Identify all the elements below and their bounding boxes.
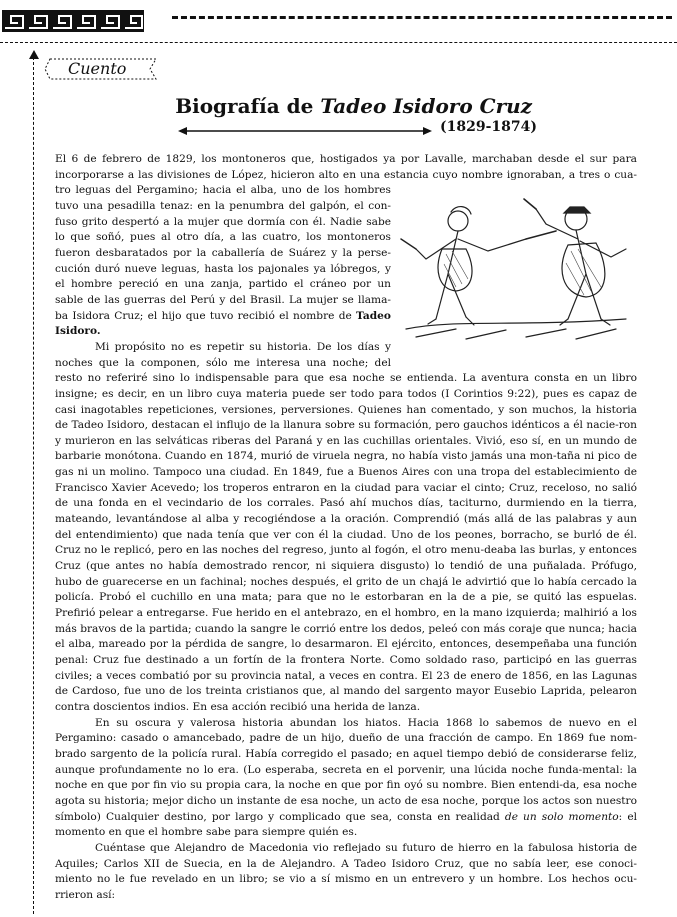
name-bold: Tadeo bbox=[356, 309, 391, 322]
text-line: El 6 de febrero de 1829, los montoneros que, hostigados ya por Lavalle, marchaban desde el sur para bbox=[55, 153, 637, 165]
text-segment: En su oscura y valerosa historia abundan los hiatos. Hacia 1868 lo sabemos de nuevo en el Pergamino: casado o amancebado, padre de un hijo, dueño de una fracción de campo. En 1869 fue nom-brado sargento de la policía rural. Había corregido el pasado; en aquel tiempo debió de considerarse feliz, aunque profundamente no lo era. (Lo esperaba, secreta en el porvenir, una lúcida noche funda-mental: la noche en que por fin vio su propia cara, la noche en que por fin oyó su nombre. Bien entendi-da, esa noche agota su historia; mejor dicho un instante de esa noche, un acto de esa noche, porque los actos son nuestro símbolo) Cualquier destino, por largo y complicado que sea, consta en realidad bbox=[55, 716, 637, 823]
text-line: sable de las guerras del Perú y del Brasil. La mujer se llama- bbox=[55, 293, 391, 306]
section-tag: Cuento bbox=[68, 59, 127, 78]
text-line: tuvo una pesadilla tenaz: en la penumbra del galpón, el con- bbox=[55, 199, 391, 212]
title-prefix: Biografía de bbox=[175, 94, 314, 118]
header-dashed-rule bbox=[172, 16, 672, 19]
text-line bbox=[55, 309, 391, 325]
text-line: incorporarse a las divisiones de López, hicieron alto en una estancia cuyo nombre ignoraban, a tres o cua- bbox=[55, 168, 637, 181]
paragraph-1 bbox=[55, 152, 637, 340]
text-line: noches que la componen, sólo me interesa una noche; del bbox=[55, 356, 391, 369]
name-bold: Isidoro. bbox=[55, 325, 101, 338]
article-title bbox=[120, 94, 532, 118]
paragraph-4: Cuéntase que Alejandro de Macedonia vio reflejado su futuro de hierro en la fabulosa historia de Aquiles; Carlos XII de Suecia, en la de Alejandro. A Tadeo Isidoro Cruz, que no sabía leer, ese conoci-miento no le fue revelado en un libro; se vio a sí mismo en un entrevero y un hombre. Los hechos ocu-rrieron así: bbox=[55, 841, 637, 901]
text-segment: : el momento en que el hombre sabe para siempre quién es. bbox=[55, 810, 637, 839]
text-line: fuso grito despertó a la mujer que dormía con él. Nadie sabe bbox=[55, 215, 391, 228]
text-line: cución duró nueve leguas, hasta los pajonales ya lóbregos, y bbox=[55, 262, 391, 275]
text-line: fueron desbaratados por la caballería de Suárez y la perse- bbox=[55, 246, 391, 259]
paragraph-2 bbox=[55, 340, 637, 716]
title-name: Tadeo Isidoro Cruz bbox=[320, 94, 532, 118]
article-body bbox=[55, 152, 637, 904]
life-dates: (1829-1874) bbox=[440, 119, 537, 135]
text-segment: ba Isidora Cruz; el hijo que tuvo recibió el nombre de bbox=[55, 309, 352, 322]
text-line: lo que soñó, pues al otro día, a las cuatro, los montoneros bbox=[55, 231, 391, 244]
header-dotted-rule bbox=[0, 42, 677, 43]
margin-dashed-line bbox=[33, 52, 34, 914]
text-line: el hombre pereció en una zanja, partido el cráneo por un bbox=[55, 278, 391, 291]
greek-key-border-icon bbox=[2, 10, 144, 32]
text-line: tro leguas del Pergamino; hacia el alba, uno de los hombres bbox=[55, 184, 391, 197]
text-line: Mi propósito no es repetir su historia. De los días y bbox=[95, 340, 391, 353]
paragraph-3 bbox=[55, 716, 637, 841]
paragraph-2-rest: resto no referiré sino lo indispensable para que esa noche se entienda. La aventura consta en un libro insigne; es decir, en un libro cuya materia puede ser todo para todos (I Corintios 9:22), pues es capaz de casi inagotables repeticiones, versiones, perversiones. Quienes han comentado, y son muchos, la historia de Tadeo Isidoro, destacan el influjo de la llanura sobre su formación, pero gauchos idénticos a él nacie-ron y murieron en las selváticas riberas del Paraná y en las cuchillas orientales. Vivió, eso sí, en un mundo de barbarie monótona. Cuando en 1874, murió de viruela negra, no había visto jamás una mon-taña ni pico de gas ni un molino. Tampoco una ciudad. En 1849, fue a Buenos Aires con una tropa del establecimiento de Francisco Xavier Acevedo; los troperos entraron en la ciudad para vaciar el cinto; Cruz, receloso, no salió de una fonda en el vecindario de los corrales. Pasó ahí muchos días, taciturno, durmiendo en la tierra, mateando, levantándose al alba y recogiéndose a la oración. Comprendió (más allá de las palabras y aun del entendimiento) que nada tenía que ver con él la ciudad. Uno de los peones, borracho, se burló de él. Cruz no le replicó, pero en las noches del regreso, junto al fogón, el otro menu-deaba las burlas, y entonces Cruz (que antes no había demostrado rencor, ni siquiera disgusto) lo tendió de una puñalada. Prófugo, hubo de guarecerse en un fachinal; noches después, el grito de un chajá le advirtió que lo había cercado la policía. Probó el cuchillo en una mata; para que no le estorbaran en la de a pie, se quitó las espuelas. Prefirió pelear a entregarse. Fue herido en el antebrazo, en el hombro, en la mano izquierda; malhirió a los más bravos de la partida; cuando la sangre le corrió entre los dedos, peleó con más coraje que nunca; hacia el alba, mareado por la pérdida de sangre, lo desarmaron. El ejército, entonces, desempeñaba una función penal: Cruz fue destinado a un fortín de la frontera Norte. Como soldado raso, participó en las guerras civiles; a veces combatió por su provincia natal, a veces en contra. El 23 de enero de 1856, en las Lagunas de Cardoso, fue uno de los treinta cristianos que, al mando del sargento mayor Eusebio Laprida, pelearon contra doscientos indios. En esa acción recibió una herida de lanza. bbox=[55, 372, 637, 713]
emphasis-text: de un solo momento bbox=[504, 810, 619, 823]
double-arrow-icon bbox=[178, 126, 432, 136]
arrow-up-icon bbox=[29, 50, 39, 59]
text-line bbox=[55, 324, 391, 340]
